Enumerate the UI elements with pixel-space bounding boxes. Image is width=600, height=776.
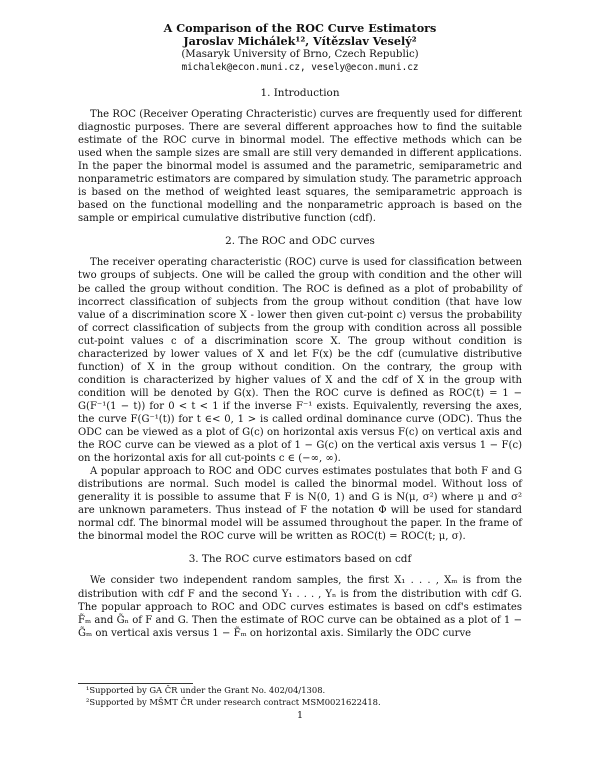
author-emails: michalek@econ.muni.cz, vesely@econ.muni.cz	[181, 62, 419, 73]
paragraph-estimators: We consider two independent random samples, the first X₁ . . . , Xₘ is from the distribution with cdf F and the second Y₁ . . . , Yₙ is from the distribution with cdf G. The popular approach to ROC and ODC curves estimates is based on cdf's estimates F̃ₘ and G̃ₙ of F and G. Then the estimate of ROC curve can be obtained as a plot of 1 − G̃ₘ on vertical axis versus 1 − F̃ₘ on horizontal axis. Similarly the ODC curve	[78, 575, 522, 639]
paper-title: A Comparison of the ROC Curve Estimators	[163, 21, 437, 35]
section-heading-roc-odc: 2. The ROC and ODC curves	[225, 235, 375, 248]
paragraph-roc-definition: The receiver operating characteristic (ROC) curve is used for classification between two groups of subjects. One will be called the group with condition and the other will be called the group without condition. The ROC is defined as a plot of probability of incorrect classification of subjects from the group without condition (that have low value of a discrimination score X - lower then given cut-point c) versus the probability of correct classification of subjects from the group with condition across all possible cut-point values c of a discrimination score X. The group without condition is characterized by lower values of X and let F(x) be the cdf (cumulative distributive function) of X in the group without condition. On the contrary, the group with condition is characterized by higher values of X and the cdf of X in the group with condition will be denoted by G(x). Then the ROC curve is defined as ROC(t) = 1 − G(F⁻¹(1 − t)) for 0 < t < 1 if the inverse F⁻¹ exists. Equivalently, reversing the axes, the curve F(G⁻¹(t)) for t ∈< 0, 1 > is called ordinal dominance curve (ODC). Thus the ODC can be viewed as a plot of G(c) on horizontal axis versus F(c) on vertical axis and the ROC curve can be viewed as a plot of 1 − G(c) on the vertical axis versus 1 − F(c) on the horizontal axis for all cut-points c ∈ (−∞, ∞).	[78, 257, 522, 465]
section-heading-introduction: 1. Introduction	[260, 87, 340, 99]
section-heading-estimators: 3. The ROC curve estimators based on cdf	[188, 553, 412, 566]
footnote-2: ²Supported by MŠMT ČR under research contract MSM0021622418.	[86, 697, 381, 707]
footnote-rule	[78, 683, 193, 684]
page-number: 1	[296, 710, 304, 721]
paragraph-binormal-model: A popular approach to ROC and ODC curves estimates postulates that both F and G distributions are normal. Such model is called the binormal model. Without loss of generality it is possible to assume that F is N(0, 1) and G is N(μ, σ²) where μ and σ² are unknown parameters. Thus instead of F the notation Φ will be used for standard normal cdf. The binormal model will be assumed throughout the paper. In the frame of the binormal model the ROC curve will be written as ROC(t) = ROC(t; μ, σ).	[78, 466, 522, 543]
paragraph-introduction: The ROC (Receiver Operating Chracteristic) curves are frequently used for different diagnostic purposes. There are several different approaches how to find the suitable estimate of the ROC curve in binormal model. The effective methods which can be used when the sample sizes are small are still very demanded in different applications. In the paper the binormal model is assumed and the parametric, semiparametric and nonparametric estimators are compared by simulation study. The parametric approach is based on the method of weighted least squares, the semiparametric approach is based on the functional modelling and the nonparametric approach is based on the sample or empirical cumulative distributive function (cdf).	[78, 109, 522, 225]
authors: Jaroslav Michálek¹², Vítězslav Veselý²	[183, 34, 417, 48]
affiliation: (Masaryk University of Brno, Czech Republic)	[181, 49, 419, 60]
paper-page	[78, 22, 522, 640]
footnote-1: ¹Supported by GA ČR under the Grant No. 402/04/1308.	[86, 685, 326, 695]
